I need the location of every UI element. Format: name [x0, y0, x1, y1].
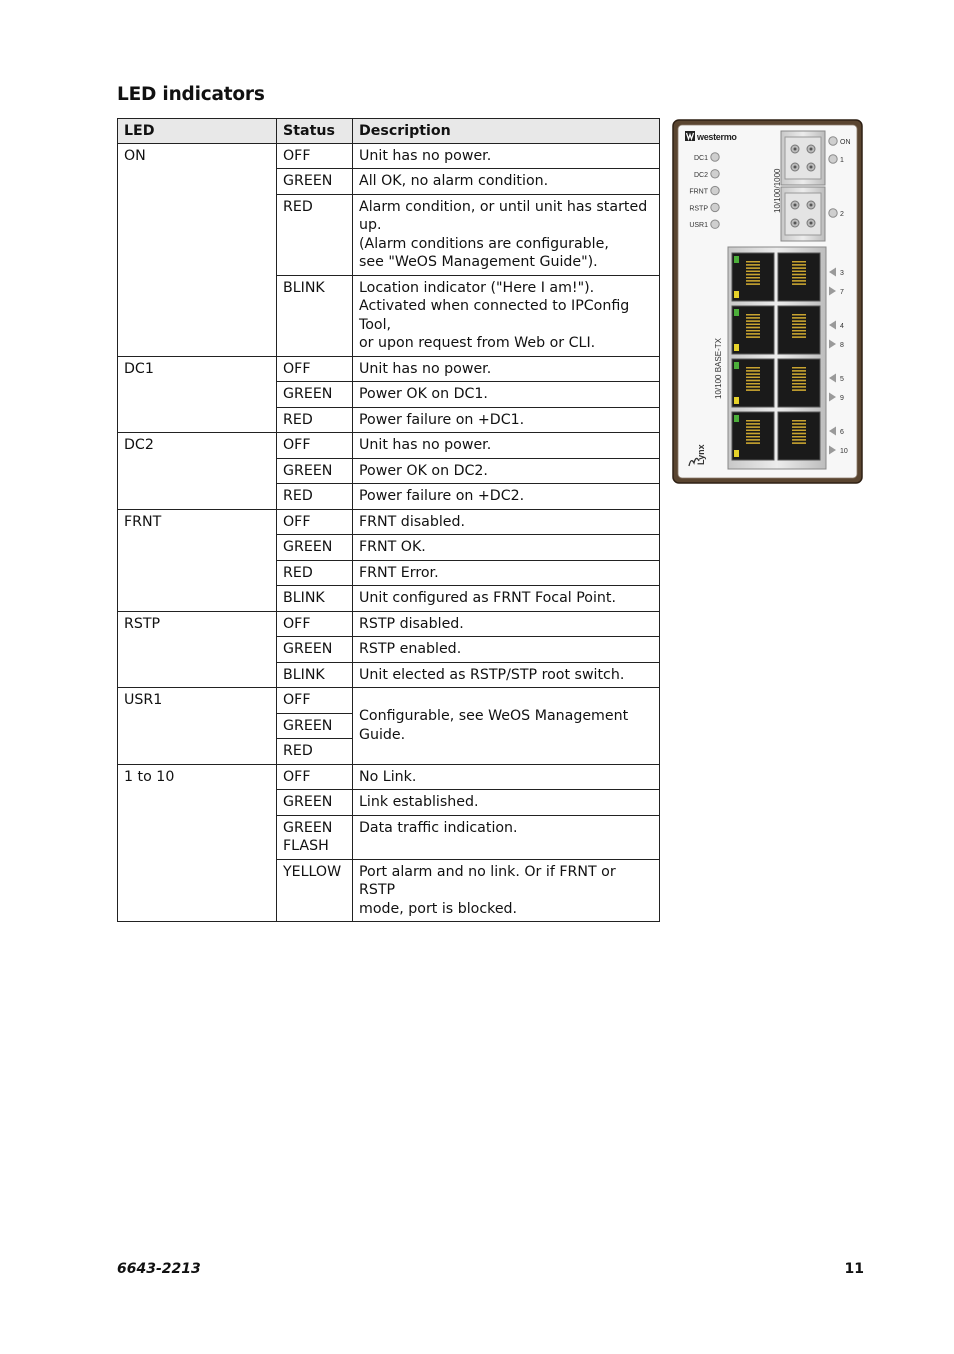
description-cell: Port alarm and no link. Or if FRNT or RSTP mode, port is blocked. — [353, 859, 660, 922]
status-cell: GREEN — [277, 169, 353, 195]
status-cell: GREEN — [277, 713, 353, 739]
description-cell: Power failure on +DC1. — [353, 407, 660, 433]
header-led: LED — [118, 119, 277, 144]
indicator-label: ON — [840, 139, 851, 146]
page-title: LED indicators — [117, 84, 265, 105]
status-cell: RED — [277, 484, 353, 510]
description-cell: RSTP enabled. — [353, 637, 660, 663]
status-led-icon — [711, 170, 719, 178]
page-number: 11 — [844, 1261, 864, 1277]
description-cell: All OK, no alarm condition. — [353, 169, 660, 195]
description-cell: Power failure on +DC2. — [353, 484, 660, 510]
svg-text:westermo: westermo — [697, 132, 737, 142]
link-led-icon — [734, 362, 739, 369]
led-label: FRNT — [689, 188, 708, 196]
header-status: Status — [277, 119, 353, 144]
status-cell: GREEN FLASH — [277, 815, 353, 859]
description-cell: Link established. — [353, 790, 660, 816]
led-name-cell: USR1 — [118, 688, 277, 765]
table-row — [118, 764, 660, 790]
led-label: DC1 — [693, 155, 708, 162]
status-cell: GREEN — [277, 382, 353, 408]
rj45-speed-label: 10/100 BASE-TX — [714, 338, 723, 399]
description-cell: Unit has no power. — [353, 433, 660, 459]
indicator-label: 1 — [840, 157, 844, 164]
status-cell: YELLOW — [277, 859, 353, 922]
led-name-cell: RSTP — [118, 611, 277, 688]
led-name-cell: DC2 — [118, 433, 277, 510]
description-cell: FRNT OK. — [353, 535, 660, 561]
table-row — [118, 433, 660, 459]
port-number-label: 8 — [840, 342, 844, 349]
sfp-slot-1 — [781, 131, 825, 185]
led-label: RSTP — [689, 205, 708, 213]
document-number: 6643-2213 — [117, 1261, 201, 1277]
led-label: USR1 — [689, 222, 708, 230]
status-cell: GREEN — [277, 535, 353, 561]
sfp-slot-2 — [781, 187, 825, 241]
status-cell: BLINK — [277, 275, 353, 356]
description-cell: RSTP disabled. — [353, 611, 660, 637]
table-row — [118, 611, 660, 637]
alarm-led-icon — [734, 291, 739, 298]
rj45-port — [778, 412, 820, 460]
rj45-port — [778, 359, 820, 407]
port-number-label: 10 — [840, 448, 848, 455]
led-label: DC2 — [693, 171, 708, 179]
description-cell: FRNT Error. — [353, 560, 660, 586]
rj45-port — [732, 306, 774, 354]
table-body — [118, 143, 660, 922]
port-number-label: 3 — [840, 270, 844, 277]
description-cell: Alarm condition, or until unit has started up. (Alarm conditions are configurable, see "WeOS Management Guide"). — [353, 194, 660, 275]
lynx-switch-front-panel-image — [672, 119, 863, 484]
status-cell: OFF — [277, 764, 353, 790]
indicator-label: 2 — [840, 211, 844, 218]
led-name-cell: 1 to 10 — [118, 764, 277, 922]
brand-logo — [685, 131, 737, 142]
rj45-port — [732, 412, 774, 460]
port-number-label: 6 — [840, 429, 844, 436]
status-led-icon — [711, 220, 719, 228]
description-cell: Unit has no power. — [353, 356, 660, 382]
indicator-led-icon — [829, 137, 837, 145]
link-led-icon — [734, 415, 739, 422]
description-cell: Power OK on DC1. — [353, 382, 660, 408]
status-cell: BLINK — [277, 586, 353, 612]
description-cell: Location indicator ("Here I am!"). Activated when connected to IPConfig Tool, or upon request from Web or CLI. — [353, 275, 660, 356]
status-cell: BLINK — [277, 662, 353, 688]
led-name-cell: ON — [118, 143, 277, 356]
svg-text:Lynx: Lynx — [696, 444, 706, 465]
status-cell: RED — [277, 560, 353, 586]
alarm-led-icon — [734, 450, 739, 457]
status-cell: OFF — [277, 433, 353, 459]
led-name-cell: FRNT — [118, 509, 277, 611]
status-led-icon — [711, 203, 719, 211]
status-cell: OFF — [277, 143, 353, 169]
status-cell: RED — [277, 194, 353, 275]
table-row — [118, 143, 660, 169]
header-description: Description — [353, 119, 660, 144]
alarm-led-icon — [734, 397, 739, 404]
description-cell: Data traffic indication. — [353, 815, 660, 859]
status-cell: OFF — [277, 509, 353, 535]
description-cell: Configurable, see WeOS Management Guide. — [353, 688, 660, 765]
status-cell: GREEN — [277, 637, 353, 663]
status-cell: OFF — [277, 611, 353, 637]
indicator-led-icon — [829, 155, 837, 163]
status-led-icon — [711, 186, 719, 194]
link-led-icon — [734, 256, 739, 263]
indicator-led-icon — [829, 209, 837, 217]
rj45-port — [778, 306, 820, 354]
rj45-port — [778, 253, 820, 301]
status-cell: RED — [277, 739, 353, 765]
status-cell: GREEN — [277, 458, 353, 484]
description-cell: Power OK on DC2. — [353, 458, 660, 484]
alarm-led-icon — [734, 344, 739, 351]
sfp-speed-label: 10/100/1000 — [773, 168, 782, 213]
status-led-icon — [711, 153, 719, 161]
status-cell: GREEN — [277, 790, 353, 816]
status-cell: OFF — [277, 356, 353, 382]
port-number-label: 5 — [840, 376, 844, 383]
description-cell: FRNT disabled. — [353, 509, 660, 535]
description-cell: Unit has no power. — [353, 143, 660, 169]
description-cell: No Link. — [353, 764, 660, 790]
table-row — [118, 509, 660, 535]
port-number-label: 4 — [840, 323, 844, 330]
link-led-icon — [734, 309, 739, 316]
led-name-cell: DC1 — [118, 356, 277, 433]
status-cell: RED — [277, 407, 353, 433]
port-number-label: 7 — [840, 289, 844, 296]
led-indicator-table — [117, 118, 660, 922]
description-cell: Unit configured as FRNT Focal Point. — [353, 586, 660, 612]
status-cell: OFF — [277, 688, 353, 714]
rj45-port — [732, 253, 774, 301]
rj45-port — [732, 359, 774, 407]
table-row — [118, 688, 660, 714]
description-cell: Unit elected as RSTP/STP root switch. — [353, 662, 660, 688]
table-header-row — [118, 119, 660, 144]
port-number-label: 9 — [840, 395, 844, 402]
table-row — [118, 356, 660, 382]
